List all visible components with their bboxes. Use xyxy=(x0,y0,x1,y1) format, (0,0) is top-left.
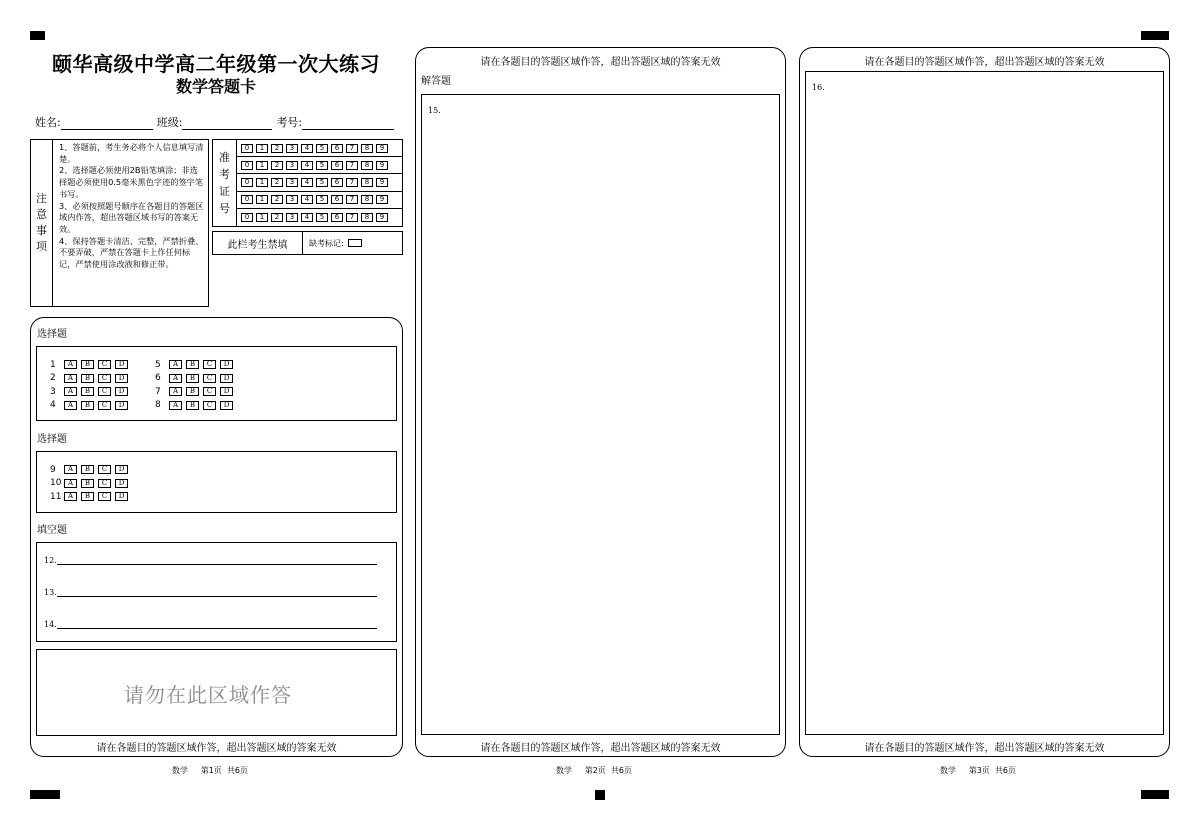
page2-bottom-warning: 请在各题目的答题区域作答，超出答题区域的答案无效 xyxy=(480,743,721,754)
option-bubble[interactable]: C xyxy=(98,387,111,396)
option-bubble[interactable]: D xyxy=(115,374,128,383)
digit-bubble[interactable]: 0 xyxy=(241,178,253,187)
exam-number-row xyxy=(237,140,402,157)
digit-bubble[interactable]: 1 xyxy=(256,195,268,204)
notice-item: 2、选择题必须使用2B铅笔填涂；非选择题必须使用0.5毫米黑色字迹的签字笔书写。 xyxy=(59,165,204,199)
name-label: 姓名: xyxy=(35,116,61,129)
notice-item: 1、答题前，考生务必将个人信息填写清楚。 xyxy=(59,142,204,164)
option-bubble[interactable]: B xyxy=(81,387,94,396)
position-mark-bottom-right xyxy=(1141,790,1169,799)
card-title: 数学答题卡 xyxy=(175,77,256,96)
option-bubble[interactable]: B xyxy=(186,360,199,369)
page2-top-warning: 请在各题目的答题区域作答，超出答题区域的答案无效 xyxy=(480,57,721,68)
digit-bubble[interactable]: 6 xyxy=(331,161,343,170)
page2-footer: 数学 第2页 共6页 xyxy=(556,766,632,775)
exam-number-row xyxy=(237,192,402,209)
position-mark-bottom-left xyxy=(30,790,60,799)
q15-answer-area[interactable] xyxy=(421,94,780,735)
digit-bubble[interactable]: 3 xyxy=(286,161,298,170)
page3-bottom-warning: 请在各题目的答题区域作答，超出答题区域的答案无效 xyxy=(864,743,1105,754)
exam-number-row xyxy=(237,157,402,174)
option-bubble[interactable]: B xyxy=(81,401,94,410)
digit-bubble[interactable]: 1 xyxy=(256,178,268,187)
absent-checkbox[interactable] xyxy=(348,239,362,247)
school-title: 颐华高级中学高二年级第一次大练习 xyxy=(52,52,380,76)
option-bubble[interactable]: D xyxy=(115,387,128,396)
choice-question-row xyxy=(155,372,237,385)
option-bubble[interactable]: C xyxy=(203,374,216,383)
digit-bubble[interactable]: 5 xyxy=(316,178,328,187)
choice-question-row xyxy=(50,385,132,398)
forbidden-area xyxy=(212,231,403,255)
option-bubble[interactable]: D xyxy=(220,374,233,383)
digit-bubble[interactable]: 6 xyxy=(331,178,343,187)
student-info-row xyxy=(35,114,398,130)
option-bubble[interactable]: A xyxy=(64,374,77,383)
digit-bubble[interactable]: 9 xyxy=(376,213,388,222)
digit-bubble[interactable]: 4 xyxy=(301,213,313,222)
notice-item: 4、保持答题卡清洁、完整，严禁折叠、不要弄破，严禁在答题卡上作任何标记，严禁使用涂改液和修正带。 xyxy=(59,235,204,270)
option-bubble[interactable]: D xyxy=(220,401,233,410)
digit-bubble[interactable]: 1 xyxy=(256,161,268,170)
digit-bubble[interactable]: 7 xyxy=(346,213,358,222)
option-bubble[interactable]: B xyxy=(81,465,94,474)
question-number: 10 xyxy=(50,478,62,488)
question-number: 8 xyxy=(155,400,161,410)
digit-bubble[interactable]: 8 xyxy=(361,213,373,222)
digit-bubble[interactable]: 2 xyxy=(271,144,283,153)
fill-blank-q12[interactable]: 12. xyxy=(44,556,377,565)
absent-label: 缺考标记: xyxy=(309,238,344,248)
option-bubble[interactable]: A xyxy=(169,387,182,396)
option-bubble[interactable]: A xyxy=(64,479,77,488)
option-bubble[interactable]: B xyxy=(186,387,199,396)
digit-bubble[interactable]: 3 xyxy=(286,144,298,153)
page2-section-label: 解答题 xyxy=(421,76,451,87)
notice-item: 3、必须按照题号顺序在各题目的答题区域内作答，超出答题区域书写的答案无效。 xyxy=(59,200,204,234)
option-bubble[interactable]: B xyxy=(81,479,94,488)
option-bubble[interactable]: C xyxy=(98,360,111,369)
question-number: 11 xyxy=(50,491,62,502)
option-bubble[interactable]: C xyxy=(203,360,216,369)
question-number: 4 xyxy=(50,400,56,410)
digit-bubble[interactable]: 8 xyxy=(361,144,373,153)
option-bubble[interactable]: B xyxy=(186,401,199,410)
digit-bubble[interactable]: 7 xyxy=(346,144,358,153)
digit-bubble[interactable]: 3 xyxy=(286,213,298,222)
option-bubble[interactable]: C xyxy=(203,387,216,396)
digit-bubble[interactable]: 9 xyxy=(376,144,388,153)
option-bubble[interactable]: D xyxy=(115,479,128,488)
exam-number-rows xyxy=(237,140,402,226)
digit-bubble[interactable]: 5 xyxy=(316,144,328,153)
digit-bubble[interactable]: 0 xyxy=(241,161,253,170)
exam-no-field[interactable] xyxy=(302,118,394,130)
choice-question-row xyxy=(155,385,237,398)
digit-bubble[interactable]: 6 xyxy=(331,195,343,204)
digit-bubble[interactable]: 0 xyxy=(241,195,253,204)
question-number: 3 xyxy=(50,386,56,397)
exam-number-side-label: 准 考 证 号 xyxy=(213,140,237,226)
class-field[interactable] xyxy=(182,118,272,130)
option-bubble[interactable]: B xyxy=(81,492,94,501)
question-number: 1 xyxy=(50,359,56,370)
option-bubble[interactable]: D xyxy=(115,492,128,501)
digit-bubble[interactable]: 9 xyxy=(376,161,388,170)
choice-question-row xyxy=(50,399,132,412)
option-bubble[interactable]: C xyxy=(98,401,111,410)
forbidden-label: 此栏考生禁填 xyxy=(213,232,303,254)
option-bubble[interactable]: B xyxy=(81,360,94,369)
digit-bubble[interactable]: 4 xyxy=(301,161,313,170)
choice-question-row xyxy=(50,477,132,490)
digit-bubble[interactable]: 1 xyxy=(256,144,268,153)
page3-top-warning: 请在各题目的答题区域作答，超出答题区域的答案无效 xyxy=(864,57,1105,68)
option-bubble[interactable]: C xyxy=(98,479,111,488)
q15-label: 15. xyxy=(428,106,441,115)
digit-bubble[interactable]: 8 xyxy=(361,178,373,187)
digit-bubble[interactable]: 2 xyxy=(271,213,283,222)
page1-bottom-warning: 请在各题目的答题区域作答，超出答题区域的答案无效 xyxy=(96,743,337,754)
choice1-label: 选择题 xyxy=(37,329,67,340)
position-mark-top-left xyxy=(30,31,45,40)
option-bubble[interactable]: D xyxy=(115,360,128,369)
digit-bubble[interactable]: 3 xyxy=(286,178,298,187)
option-bubble[interactable]: C xyxy=(203,401,216,410)
choice-question-row xyxy=(50,463,132,476)
option-bubble[interactable]: B xyxy=(81,374,94,383)
digit-bubble[interactable]: 5 xyxy=(316,161,328,170)
digit-bubble[interactable]: 9 xyxy=(376,195,388,204)
digit-bubble[interactable]: 2 xyxy=(271,161,283,170)
question-number: 9 xyxy=(50,464,56,475)
notice-body xyxy=(53,140,208,306)
fill-blank-q14[interactable]: 14. xyxy=(44,620,377,629)
digit-bubble[interactable]: 2 xyxy=(271,195,283,204)
digit-bubble[interactable]: 8 xyxy=(361,161,373,170)
digit-bubble[interactable]: 4 xyxy=(301,144,313,153)
no-answer-text: 请勿在此区域作答 xyxy=(124,683,292,707)
exam-number-grid xyxy=(212,139,403,227)
option-bubble[interactable]: D xyxy=(220,360,233,369)
digit-bubble[interactable]: 2 xyxy=(271,178,283,187)
option-bubble[interactable]: A xyxy=(64,492,77,501)
position-mark-top-right xyxy=(1141,31,1169,40)
digit-bubble[interactable]: 6 xyxy=(331,213,343,222)
digit-bubble[interactable]: 8 xyxy=(361,195,373,204)
exam-number-row xyxy=(237,174,402,191)
question-number: 7 xyxy=(155,386,161,397)
page1-footer: 数学 第1页 共6页 xyxy=(172,766,248,775)
option-bubble[interactable]: D xyxy=(115,401,128,410)
choice-question-row xyxy=(50,372,132,385)
option-bubble[interactable]: B xyxy=(186,374,199,383)
exam-number-row xyxy=(237,209,402,226)
choice-question-row xyxy=(50,490,132,503)
exam-no-label: 考号: xyxy=(276,116,303,129)
position-mark-bottom-center xyxy=(595,790,605,800)
digit-bubble[interactable]: 5 xyxy=(316,195,328,204)
option-bubble[interactable]: A xyxy=(64,401,77,410)
question-number: 5 xyxy=(155,359,161,370)
q16-answer-area[interactable] xyxy=(805,71,1164,735)
option-bubble[interactable]: A xyxy=(64,465,77,474)
absent-mark-area xyxy=(303,232,402,254)
q16-label: 16. xyxy=(812,83,825,92)
digit-bubble[interactable]: 4 xyxy=(301,195,313,204)
question-number: 6 xyxy=(155,373,161,383)
page3-footer: 数学 第3页 共6页 xyxy=(940,766,1016,775)
option-bubble[interactable]: A xyxy=(169,360,182,369)
name-field[interactable] xyxy=(61,118,153,130)
digit-bubble[interactable]: 5 xyxy=(316,213,328,222)
digit-bubble[interactable]: 7 xyxy=(346,178,358,187)
notice-box xyxy=(30,139,209,307)
notice-side-label: 注 意 事 项 xyxy=(31,140,53,306)
question-number: 2 xyxy=(50,373,56,383)
class-label: 班级: xyxy=(156,116,183,129)
digit-bubble[interactable]: 9 xyxy=(376,178,388,187)
fill-blank-label: 填空题 xyxy=(37,525,67,536)
digit-bubble[interactable]: 4 xyxy=(301,178,313,187)
option-bubble[interactable]: A xyxy=(64,360,77,369)
digit-bubble[interactable]: 7 xyxy=(346,195,358,204)
digit-bubble[interactable]: 1 xyxy=(256,213,268,222)
choice-question-row xyxy=(50,358,132,371)
digit-bubble[interactable]: 6 xyxy=(331,144,343,153)
option-bubble[interactable]: A xyxy=(169,374,182,383)
option-bubble[interactable]: C xyxy=(98,465,111,474)
choice2-label: 选择题 xyxy=(37,434,67,445)
option-bubble[interactable]: A xyxy=(169,401,182,410)
digit-bubble[interactable]: 0 xyxy=(241,144,253,153)
option-bubble[interactable]: C xyxy=(98,492,111,501)
digit-bubble[interactable]: 3 xyxy=(286,195,298,204)
option-bubble[interactable]: D xyxy=(220,387,233,396)
choice-question-row xyxy=(155,399,237,412)
digit-bubble[interactable]: 0 xyxy=(241,213,253,222)
option-bubble[interactable]: C xyxy=(98,374,111,383)
option-bubble[interactable]: D xyxy=(115,465,128,474)
fill-blank-q13[interactable]: 13. xyxy=(44,588,377,597)
choice-question-row xyxy=(155,358,237,371)
digit-bubble[interactable]: 7 xyxy=(346,161,358,170)
option-bubble[interactable]: A xyxy=(64,387,77,396)
